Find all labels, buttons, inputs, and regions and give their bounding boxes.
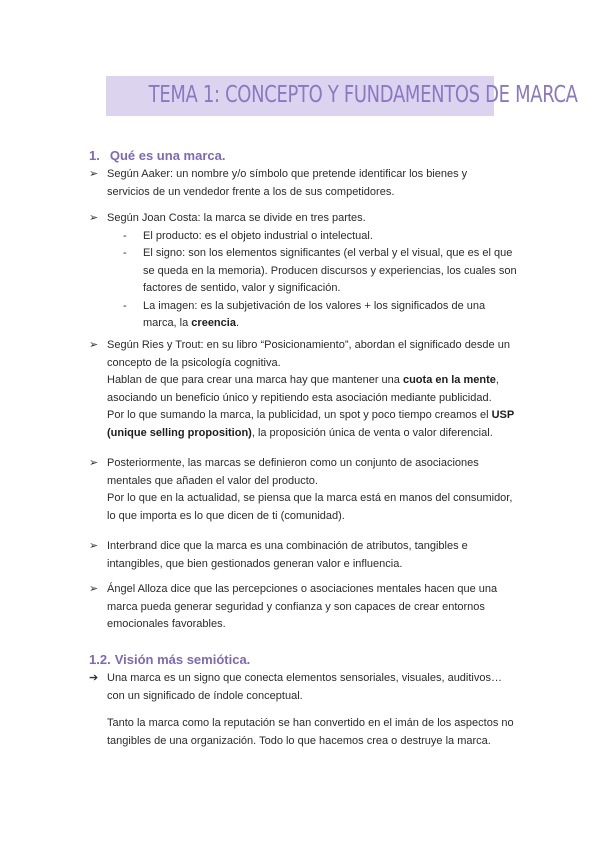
dash-marker: - xyxy=(123,299,127,312)
text-line: lo que importa es lo que dicen de ti (comunidad). xyxy=(107,509,345,522)
text-span: . xyxy=(235,317,240,329)
text-span: marca, la xyxy=(143,317,192,329)
section-label: Qué es una marca. xyxy=(109,148,226,163)
bullet-arrow-icon: ➢ xyxy=(89,212,99,224)
title-highlight xyxy=(106,76,578,116)
text-line: Interbrand dice que la marca es una combinación de atributos, tangibles e xyxy=(107,540,468,552)
text-line xyxy=(107,425,547,443)
text-span: , la proposición única de venta o valor diferencial. xyxy=(251,426,493,439)
text-line: marca pueda generar seguridad y confianza y son capaces de crear entornos xyxy=(107,600,485,613)
text-span: Hablan de que para crear una marca hay que mantener una xyxy=(107,374,403,386)
dash-marker: - xyxy=(123,247,127,259)
text-line: El signo: son los elementos significantes (el verbal y el visual, que es el que xyxy=(143,247,513,259)
text-line: servicios de un vendedor frente a los de sus competidores. xyxy=(107,185,395,198)
text-line: tangibles de una organización. Todo lo que hacemos crea o destruye la marca. xyxy=(107,734,491,747)
document-title: TEMA 1: CONCEPTO Y FUNDAMENTOS DE MARCA xyxy=(148,82,578,108)
section-number: 1. xyxy=(89,148,100,163)
text-line: se queda en la memoria). Producen discursos y experiencias, los cuales son xyxy=(143,264,517,277)
text-line: La imagen: es la subjetivación de los valores + los significados de una xyxy=(143,299,486,312)
text-line: con un significado de índole conceptual. xyxy=(107,689,303,702)
text-line: Ángel Alloza dice que las percepciones o asociaciones mentales hacen que una xyxy=(107,583,498,595)
text-line: asociando un beneficio único y repitiendo esta asociación mediante publicidad. xyxy=(107,391,492,404)
text-line: El producto: es el objeto industrial o intelectual. xyxy=(143,229,373,242)
text-line: Según Ries y Trout: en su libro “Posicionamiento”, abordan el significado desde un xyxy=(107,339,510,351)
bullet-alloza xyxy=(89,581,547,634)
text-line: factores de sentido, valor y significación. xyxy=(143,282,341,294)
bullet-ries-trout xyxy=(89,337,547,442)
text-line xyxy=(107,407,547,425)
text-line xyxy=(143,315,547,333)
bullet-arrow-icon: ➔ xyxy=(89,672,99,684)
text-line: Una marca es un signo que conecta elementos sensoriales, visuales, auditivos… xyxy=(107,672,502,684)
text-line: Según Aaker: un nombre y/o símbolo que pretende identificar los bienes y xyxy=(107,168,468,180)
bullet-arrow-icon: ➢ xyxy=(89,540,99,552)
dash-marker: - xyxy=(123,229,127,242)
text-line xyxy=(107,372,547,390)
bullet-arrow-icon: ➢ xyxy=(89,339,99,351)
text-line: Según Joan Costa: la marca se divide en tres partes. xyxy=(107,212,366,224)
text-line: mentales que añaden el valor del producto. xyxy=(107,474,318,487)
text-line: concepto de la psicología cognitiva. xyxy=(107,356,281,369)
bullet-semiotica xyxy=(89,670,547,750)
bullet-arrow-icon: ➢ xyxy=(89,457,99,469)
text-span: Por lo que sumando la marca, la publicidad, un spot y poco tiempo creamos el xyxy=(107,409,492,421)
text-line: Tanto la marca como la reputación se han convertido en el imán de los aspectos no xyxy=(107,717,514,729)
bold-term: (unique selling proposition) xyxy=(107,426,252,439)
text-span: , xyxy=(495,374,499,386)
sub-item-producto xyxy=(107,228,547,246)
text-line: Posteriormente, las marcas se definieron como un conjunto de asociaciones xyxy=(107,457,479,469)
bullet-arrow-icon: ➢ xyxy=(89,583,99,595)
bold-term: cuota en la mente xyxy=(402,374,496,386)
bullet-costa xyxy=(89,210,547,333)
text-line: Por lo que en la actualidad, se piensa que la marca está en manos del consumidor, xyxy=(107,492,513,504)
bullet-aaker xyxy=(89,166,547,201)
section-label: Visión más semiótica. xyxy=(114,652,251,667)
section-heading-1 xyxy=(89,148,225,163)
bold-term: creencia xyxy=(191,317,236,329)
text-line: emocionales favorables. xyxy=(107,618,226,630)
section-heading-2 xyxy=(89,652,250,667)
sub-item-signo xyxy=(107,245,547,298)
bold-term: USP xyxy=(491,409,515,421)
sub-item-imagen xyxy=(107,298,547,333)
section-number: 1.2. xyxy=(89,652,111,667)
spacer xyxy=(107,705,547,715)
bullet-posteriormente xyxy=(89,455,547,525)
bullet-arrow-icon: ➢ xyxy=(89,168,99,180)
bullet-interbrand xyxy=(89,538,547,573)
text-line: intangibles, que bien gestionados generan valor e influencia. xyxy=(107,557,403,570)
